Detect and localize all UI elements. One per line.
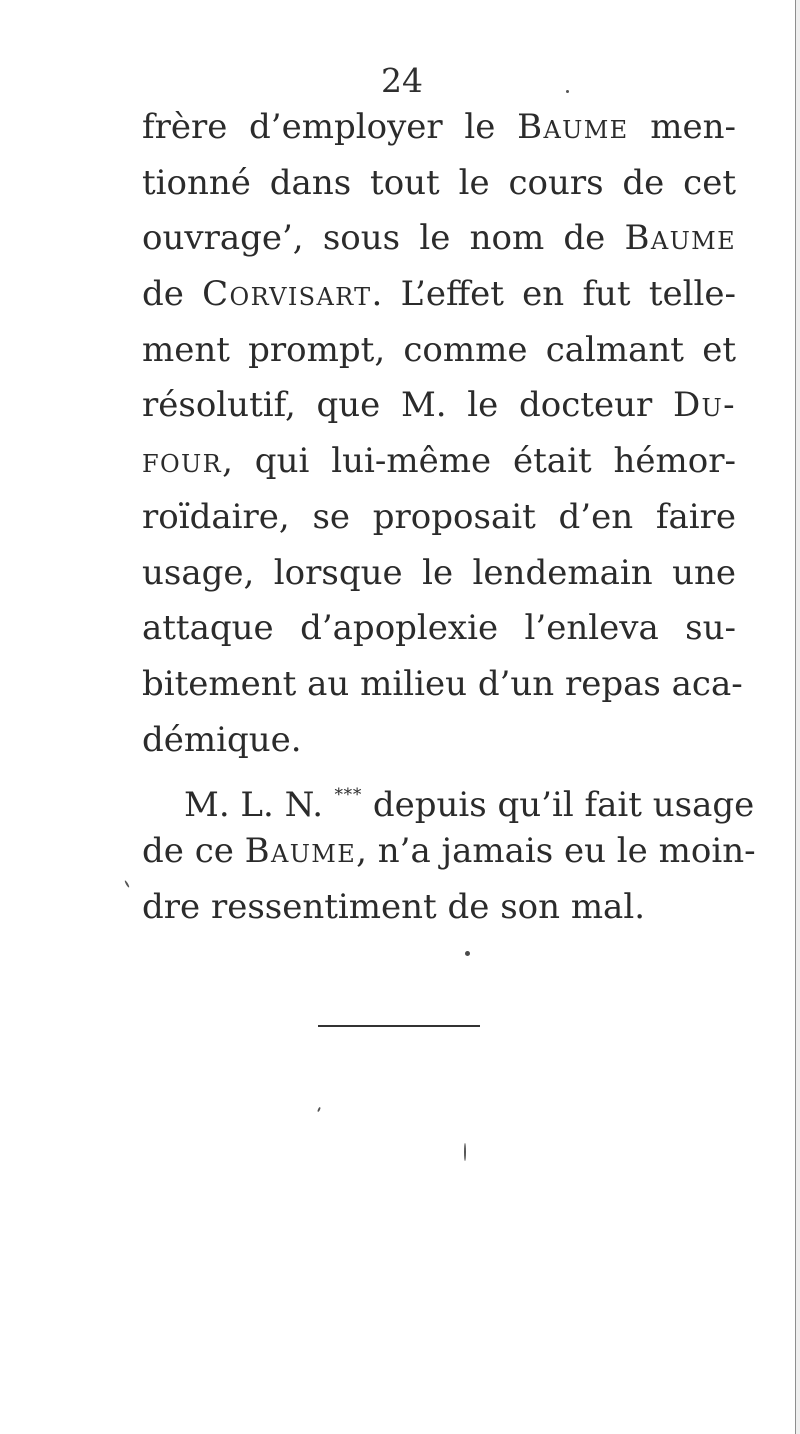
text-line <box>142 490 736 546</box>
print-speck <box>566 90 569 93</box>
text-line <box>142 824 756 880</box>
text-line <box>142 378 736 434</box>
text-segment: ouvrage’, sous le nom de <box>142 218 625 259</box>
page-number: 24 <box>381 61 423 100</box>
print-speck <box>317 1107 321 1112</box>
text-segment: tionné dans tout le cours de cet <box>142 162 736 203</box>
text-line <box>142 156 736 212</box>
superscript-text: *** <box>334 785 363 806</box>
text-line <box>142 880 736 936</box>
small-caps-text: Du- <box>672 385 736 426</box>
text-segment: depuis qu’il fait usage <box>362 785 755 826</box>
small-caps-text: Baume <box>624 218 736 259</box>
small-caps-text: Baume <box>517 107 629 147</box>
text-line <box>142 713 736 769</box>
text-segment: . L’effet en fut telle- <box>371 274 736 315</box>
text-segment: , n’a jamais eu le moin- <box>356 830 756 871</box>
text-segment: démique. <box>142 719 302 760</box>
body-text <box>142 100 756 935</box>
text-segment: dre ressentiment de son mal. <box>142 886 646 927</box>
text-segment: , qui lui-même était hémor- <box>222 441 736 482</box>
print-speck <box>464 1143 466 1161</box>
text-line <box>142 100 736 156</box>
text-line <box>142 211 736 267</box>
page-edge <box>795 0 800 1434</box>
text-segment: roïdaire, se proposait d’en faire <box>142 496 736 537</box>
print-speck <box>124 880 130 888</box>
text-segment: usage, lorsque le lendemain une <box>142 552 736 593</box>
small-caps-text: Baume <box>244 830 357 871</box>
closing-rule <box>318 1025 480 1027</box>
small-caps-text: Corvisart <box>202 274 372 315</box>
text-line <box>142 434 736 490</box>
text-segment: attaque d’apoplexie l’enleva su- <box>142 608 736 649</box>
ornament-dot <box>465 951 470 956</box>
small-caps-text: four <box>142 441 223 482</box>
text-line <box>142 657 743 713</box>
text-line <box>142 601 736 657</box>
text-segment: bitement au milieu d’un repas aca- <box>142 663 743 704</box>
text-segment: frère d’employer le <box>142 107 518 147</box>
text-segment: M. L. N. <box>184 785 334 826</box>
text-line <box>142 323 736 379</box>
text-line <box>142 267 736 323</box>
text-segment: de <box>142 274 203 315</box>
text-line <box>142 546 736 602</box>
text-segment: de ce <box>142 830 245 871</box>
text-segment: men- <box>628 107 737 147</box>
text-segment: ment prompt, comme calmant et <box>142 329 736 370</box>
text-segment: résolutif, que M. le docteur <box>142 385 673 426</box>
text-line <box>142 768 755 826</box>
